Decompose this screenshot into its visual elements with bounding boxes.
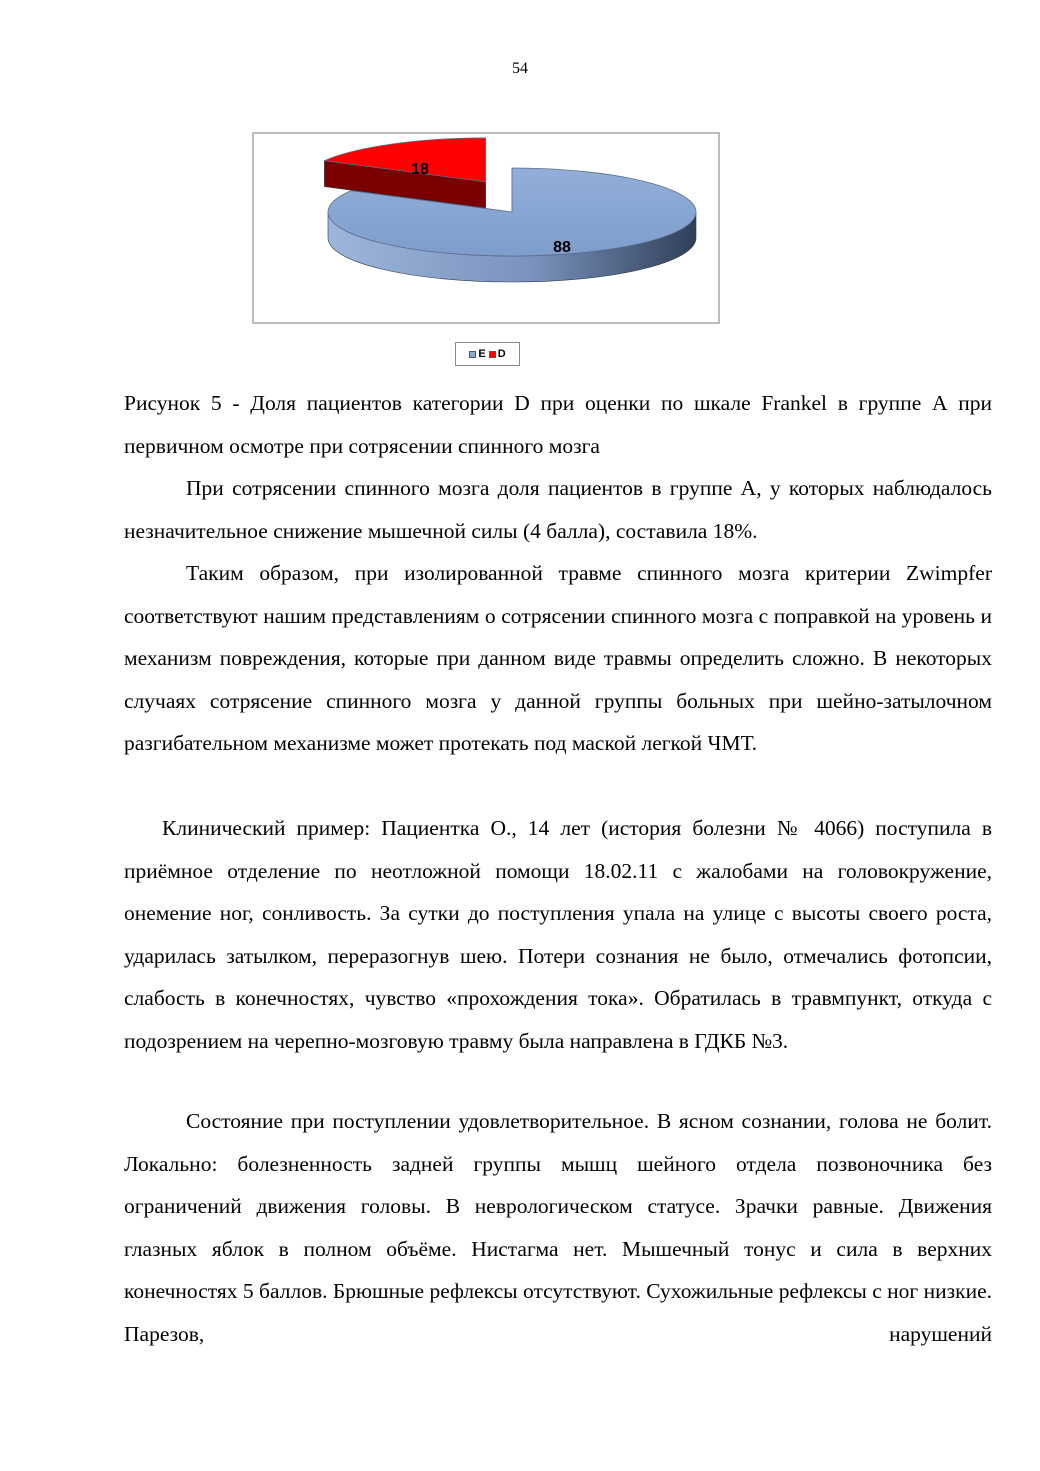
chart-legend [455,342,520,366]
paragraph-3-text: Клинический пример: Пациентка О., 14 лет (история болезни № 4066) поступила в приёмное отделение по неотложной помощи 18.02.11 с жалобами на головокружение, онемение ног, сонливость. За сутки до поступления упала на улице с высоты своего роста, ударилась затылком, переразогнув шею. Потери сознания не было, отмечались фотопсии, слабость в конечностях, чувство «прохождения тока». Обратилась в травмпункт, откуда с подозрением на черепно-мозговую травму была направлена в ГДКБ №3. [124,816,992,1053]
paragraph-1 [124,467,992,552]
pie-chart [252,132,720,324]
legend-item-e [469,348,485,360]
legend-swatch-d [489,351,496,358]
paragraph-4-text: Состояние при поступлении удовлетворительное. В ясном сознании, голова не болит. Локально: болезненность задней группы мышц шейного отдела позвоночника без ограничений движения головы. В неврологическом статусе. Зрачки равные. Движения глазных яблок в полном объёме. Нистагма нет. Мышечный тонус и сила в верхних конечностях 5 баллов. Брюшные рефлексы отсутствуют. Сухожильные рефлексы с ног низкие. Парезов, нарушений [124,1109,992,1346]
legend-item-d [489,348,506,360]
legend-label-e: E [478,348,486,360]
data-label-e: 88 [553,239,571,256]
paragraph-2-text: Таким образом, при изолированной травме спинного мозга критерии Zwimpfer соответствуют нашим представлениям о сотрясении спинного мозга с поправкой на уровень и механизм повреждения, которые при данном виде травмы определить сложно. В некоторых случаях сотрясение спинного мозга у данной группы больных при шейно-затылочном разгибательном механизме может протекать под маской легкой ЧМТ. [124,561,992,756]
paragraph-4 [124,1100,992,1356]
figure-caption [124,382,992,467]
paragraph-1-text: При сотрясении спинного мозга доля пациентов в группе А, у которых наблюдалось незначительное снижение мышечной силы (4 балла), составила 18%. [124,476,992,543]
paragraph-3 [124,807,992,1063]
figure-caption-text: Рисунок 5 - Доля пациентов категории D при оценки по шкале Frankel в группе А при первичном осмотре при сотрясении спинного мозга [124,391,992,458]
paragraph-2 [124,552,992,765]
legend-label-d: D [497,348,506,360]
pie-chart-svg [254,134,718,322]
data-label-d: 18 [411,161,429,178]
legend-swatch-e [469,351,476,358]
page-number: 54 [512,60,528,77]
